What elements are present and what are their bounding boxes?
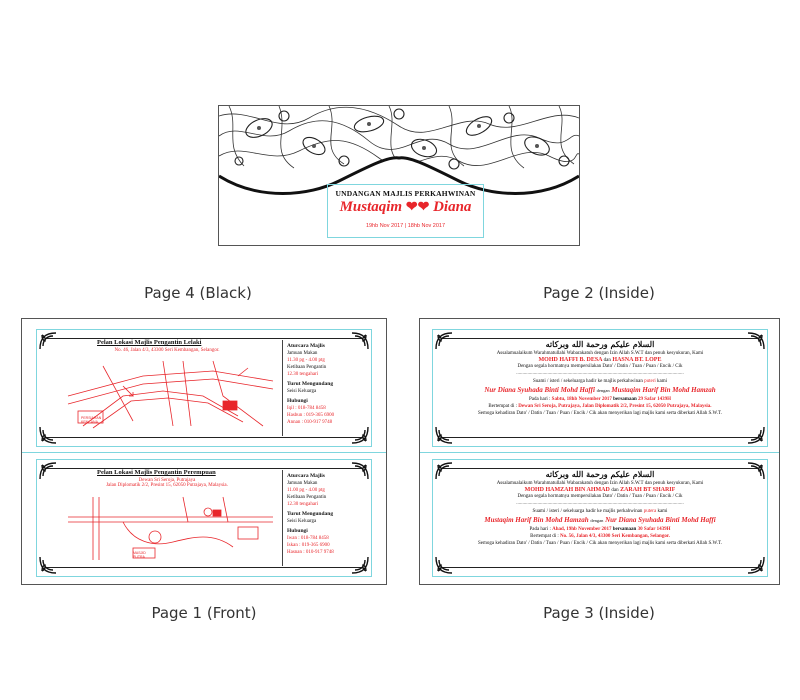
parent-name: HASNA BT. LOPE <box>612 357 662 364</box>
contact-phone: : 018-784 8458 <box>298 536 329 541</box>
contact-name: Annan <box>287 420 301 425</box>
invitation-text <box>453 338 747 417</box>
hijri-date: 29 Safar 1439H <box>638 396 671 402</box>
cohost-value: Seisi Keluarga <box>287 389 317 394</box>
meal-time: 11.30 pg - 4.00 ptg <box>287 358 325 363</box>
couple-line <box>453 385 747 396</box>
caption-page1: Page 1 (Front) <box>151 604 257 622</box>
parent-name: MOHD HAFFI B. DESA <box>538 357 603 364</box>
corner-ornament-icon <box>39 332 57 350</box>
dengan-word: dengan <box>590 517 604 523</box>
svg-text:PUTRA: PUTRA <box>133 555 145 559</box>
caption-page4: Page 4 (Black) <box>144 284 252 302</box>
event-schedule <box>287 470 367 556</box>
corner-ornament-icon <box>747 462 765 480</box>
schedule-divider <box>282 470 283 566</box>
contact-phone: : 019-365 6900 <box>299 543 330 548</box>
date-label: Pada hari : <box>529 396 551 402</box>
contact-item <box>287 542 367 549</box>
contact-item <box>287 549 367 556</box>
closing-line: Semoga kehadiran Dato' / Datin / Tuan / Puan / Encik / Cik akan menyerikan lagi majlis kami serta diberkati Allah S.W.T. <box>478 411 722 417</box>
schedule-heading: Aturcara Majlis <box>287 473 325 479</box>
contact-item <box>287 405 367 412</box>
date-value: Sabtu, 18hb November 2017 <box>551 396 612 402</box>
svg-text:KENCANA: KENCANA <box>81 420 98 424</box>
contact-phone: : 010-917 9748 <box>303 550 334 555</box>
map-address: No. 46, Jalan 4/3, 43300 Seri Kembangan, Selangor. <box>114 348 220 353</box>
invite-text: kami <box>657 378 668 384</box>
greeting-line: Assalamualaikum Warahmatullahi Wabarakatuh dengan Izin Allah S.W.T dan penuh kesyukuran, Kami <box>496 481 704 486</box>
caption-page3: Page 3 (Inside) <box>543 604 655 622</box>
contact-item <box>287 419 367 426</box>
bersamaan-word: bersamaan <box>613 396 637 402</box>
corner-ornament-icon <box>39 556 57 574</box>
couple-name: Nur Diana Syuhada Binti Mohd Haffi <box>605 515 716 524</box>
date-label: Pada hari : <box>529 526 551 532</box>
arrival-label: Ketibaan Pengantin <box>287 495 327 500</box>
page4-sheet <box>218 105 580 246</box>
map-title: Pelan Lokasi Majlis Pengantin Lelaki <box>97 339 202 346</box>
child-word: putera <box>643 508 657 514</box>
respect-line: Dengan segala hormatnya mempersilakan Dato' / Datin / Tuan / Puan / Encik / Cik <box>517 364 683 370</box>
invite-text: Suami / isteri / sekeluarga hadir ke majlis perkahwinan <box>532 508 643 514</box>
contact-name: Iskan <box>287 543 298 548</box>
parent-name: ZARAH BT SHARIF <box>620 487 676 494</box>
hijri-date: 30 Safar 1439H <box>637 526 671 532</box>
corner-ornament-icon <box>351 426 369 444</box>
location-map-image <box>63 356 278 431</box>
map-title: Pelan Lokasi Majlis Pengantin Perempuan <box>97 469 216 476</box>
couple-name: Mustaqim Harif Bin Mohd Hamzah <box>611 385 716 394</box>
meal-label: Jamuan Makan <box>287 481 318 486</box>
venue-label: Bertempat di : <box>530 534 559 540</box>
venue-line <box>453 403 747 410</box>
couple-line <box>453 515 747 526</box>
guest-name-blank: ...................................................................................................................................... <box>516 501 684 507</box>
corner-ornament-icon <box>435 426 453 444</box>
fold-line <box>420 452 779 453</box>
map-card-groom <box>36 329 372 447</box>
corner-ornament-icon <box>435 556 453 574</box>
invitation-heading: UNDANGAN MAJLIS PERKAHWINAN <box>335 189 476 198</box>
respect-line: Dengan segala hormatnya mempersilakan Dato' / Datin / Tuan / Puan / Encik / Cik <box>517 494 683 500</box>
fold-line <box>22 452 386 453</box>
contact-name: Iqil <box>287 406 294 411</box>
bersamaan-word: bersamaan <box>612 526 637 532</box>
cohost-heading: Turut Mengundang <box>287 381 334 387</box>
contact-heading: Hubungi <box>287 528 308 534</box>
invitation-text <box>453 468 747 547</box>
parent-name: MOHD HAMZAH BIN AHMAD <box>524 487 610 494</box>
cohost-value: Seisi Keluarga <box>287 519 317 524</box>
event-dates: 19hb Nov 2017 | 18hb Nov 2017 <box>365 223 446 229</box>
contact-phone: : 019-365 6900 <box>303 413 335 418</box>
arrival-label: Ketibaan Pengantin <box>287 365 327 370</box>
corner-ornament-icon <box>747 426 765 444</box>
date-line <box>453 526 747 533</box>
title-block <box>327 184 484 238</box>
svg-text:MASJID: MASJID <box>133 551 146 555</box>
invitation-card-bride-family <box>432 329 768 447</box>
contact-name: Hasbun <box>287 413 303 418</box>
venue-label: Bertempat di : <box>488 404 518 410</box>
corner-ornament-icon <box>435 462 453 480</box>
contact-phone: : 010-917 9748 <box>301 420 333 425</box>
invite-text: Suami / isteri / sekeluarga hadir ke majlis perkahwinan <box>532 378 643 384</box>
couple-name: Nur Diana Syuhada Binti Mohd Haffi <box>484 385 595 394</box>
schedule-heading: Aturcara Majlis <box>287 343 325 349</box>
contact-name: Hasnan <box>287 550 302 555</box>
invitation-card-groom-family <box>432 459 768 577</box>
hearts-icon: ❤❤ <box>405 200 430 215</box>
contact-name: Iwan <box>287 536 297 541</box>
arrival-time: 12.30 tengahari <box>287 372 319 377</box>
guest-name-blank: ...................................................................................................................................... <box>516 371 684 377</box>
corner-ornament-icon <box>39 426 57 444</box>
groom-name: Mustaqim <box>339 199 403 215</box>
invite-line <box>453 508 747 515</box>
svg-text:PERSIARAN: PERSIARAN <box>81 416 102 420</box>
couple-name: Mustaqim Harif Bin Mohd Hamzah <box>484 515 589 524</box>
corner-ornament-icon <box>351 556 369 574</box>
corner-ornament-icon <box>435 332 453 350</box>
map-address <box>87 478 247 488</box>
and-word: dan <box>611 488 619 494</box>
map-card-bride <box>36 459 372 577</box>
invite-line <box>453 378 747 385</box>
schedule-divider <box>282 340 283 436</box>
date-value: Ahad, 19hb November 2017 <box>552 526 612 532</box>
location-map-image <box>63 492 278 564</box>
meal-label: Jamuan Makan <box>287 351 318 356</box>
child-word: puteri <box>644 378 656 384</box>
arrival-time: 12.30 tengahari <box>287 502 319 507</box>
couple-names <box>328 199 483 221</box>
address-line: Dewan Sri Seroja, Putrajaya <box>138 478 196 483</box>
closing-line: Semoga kehadiran Dato' / Datin / Tuan / Puan / Encik / Cik akan menyerikan lagi majlis kami serta diberkati Allah S.W.T. <box>478 541 722 547</box>
greeting-line: Assalamualaikum Warahmatullahi Wabarakatuh dengan Izin Allah S.W.T dan penuh kesyukuran, Kami <box>496 351 704 356</box>
arabic-greeting: السلام عليكم ورحمة الله وبركاته <box>545 339 655 349</box>
contact-item <box>287 535 367 542</box>
corner-ornament-icon <box>39 462 57 480</box>
event-schedule <box>287 340 367 426</box>
contact-item <box>287 412 367 419</box>
address-line: Jalan Diplomatik 2/2, Presint 15, 62050 Putrajaya, Malaysia. <box>106 483 228 488</box>
venue-line <box>453 533 747 540</box>
venue-value: No. 56, Jalan 4/3, 43300 Seri Kembangan, Selangor. <box>560 534 670 540</box>
corner-ornament-icon <box>747 332 765 350</box>
and-word: dan <box>603 358 611 364</box>
page3-sheet <box>419 318 780 585</box>
date-line <box>453 396 747 403</box>
venue-value: Dewan Sri Seroja, Putrajaya, Jalan Diplomatik 2/2, Presint 15, 62050 Putrajaya, Malaysia. <box>518 404 712 410</box>
invite-text: kami <box>657 508 668 514</box>
cohost-heading: Turut Mengundang <box>287 511 334 517</box>
contact-phone: : 018-784 8458 <box>295 406 326 411</box>
corner-ornament-icon <box>747 556 765 574</box>
arabic-greeting: السلام عليكم ورحمة الله وبركاته <box>545 469 655 479</box>
page1-sheet <box>21 318 387 585</box>
meal-time: 11.00 pg - 4.00 ptg <box>287 488 325 493</box>
dengan-word: dengan <box>596 387 610 393</box>
contact-heading: Hubungi <box>287 398 308 404</box>
bride-name: Diana <box>433 199 472 215</box>
caption-page2: Page 2 (Inside) <box>543 284 655 302</box>
